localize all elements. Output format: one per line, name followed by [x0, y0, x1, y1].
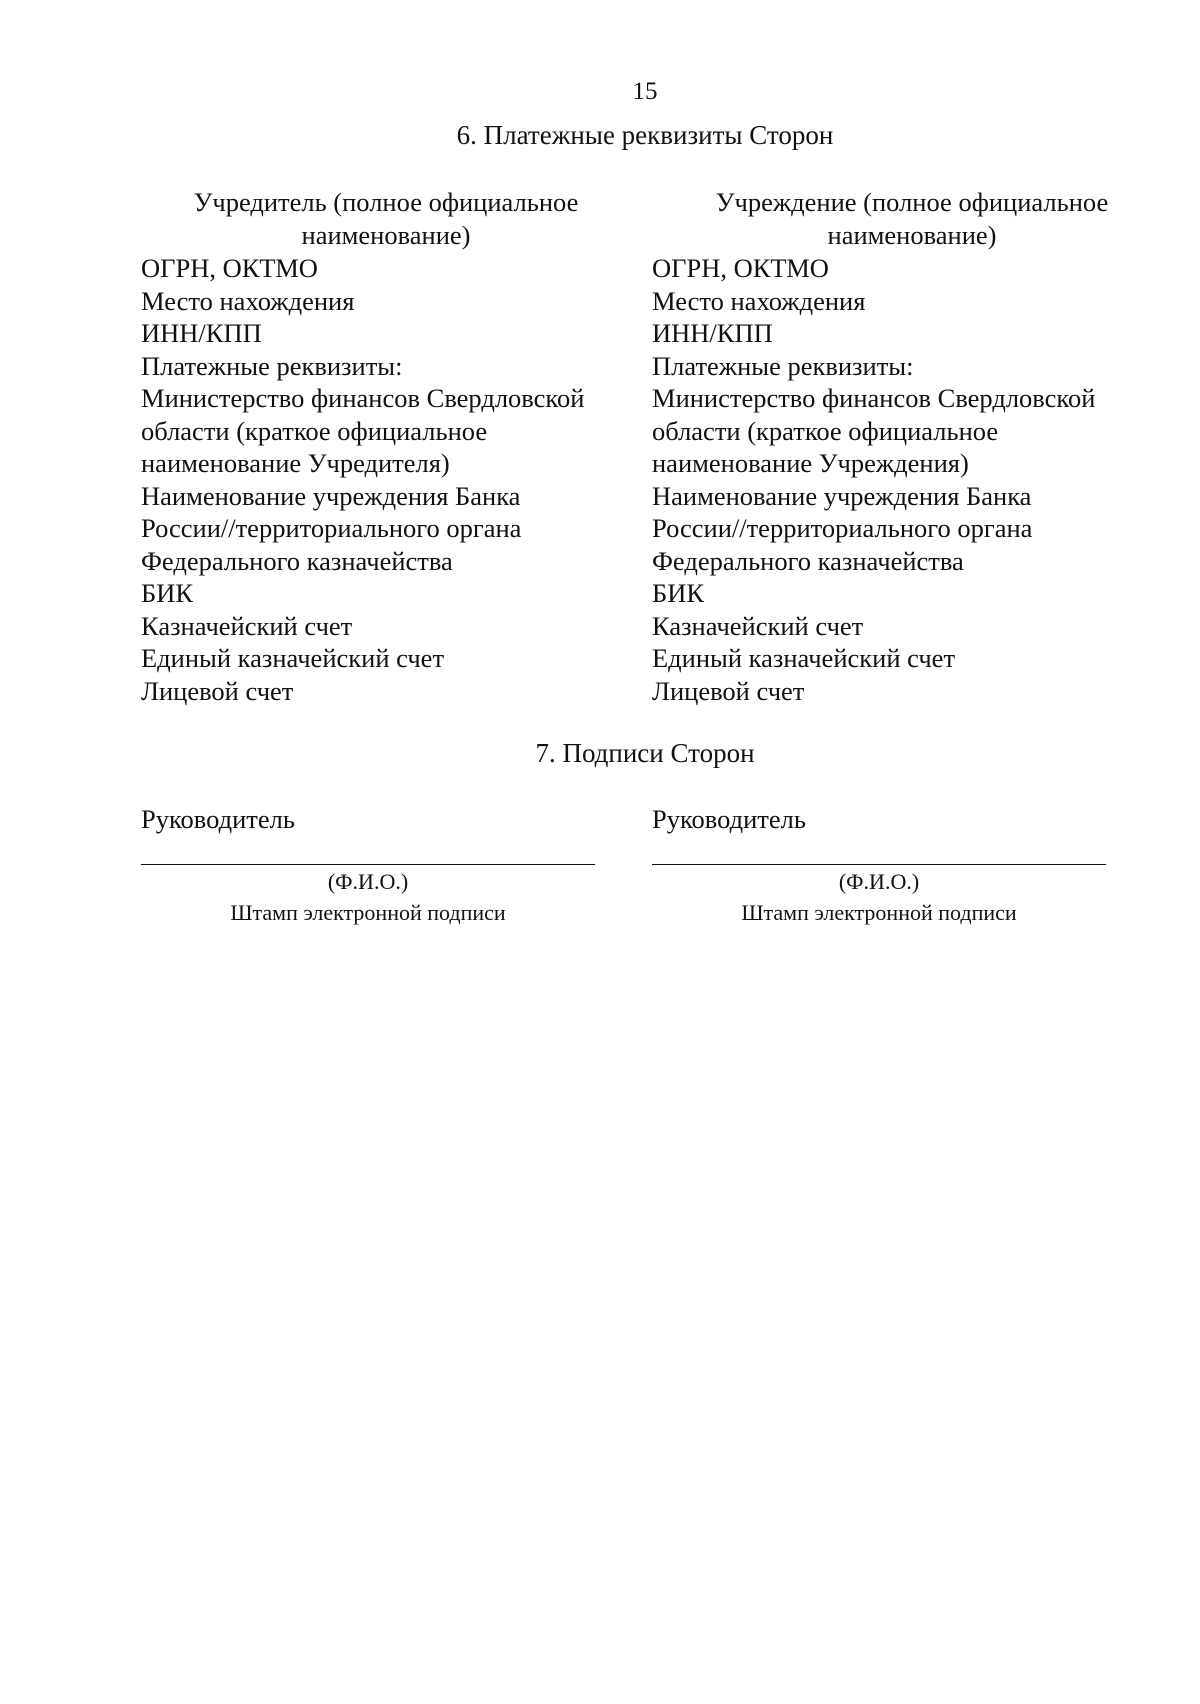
founder-stamp-label: Штамп электронной подписи — [230, 900, 506, 925]
founder-payment-label: Платежные реквизиты: — [141, 350, 403, 381]
institution-bank-line: Федерального казначейства — [652, 545, 964, 576]
founder-payee-line: области (краткое официальное — [141, 415, 488, 446]
institution-header — [652, 186, 1172, 251]
institution-signatory-role: Руководитель — [652, 804, 806, 834]
institution-personal-account: Лицевой счет — [652, 675, 805, 706]
founder-header — [141, 186, 631, 251]
section-6-title: 6. Платежные реквизиты Сторон — [456, 120, 834, 150]
founder-requisites — [141, 186, 631, 707]
institution-location: Место нахождения — [652, 285, 866, 316]
institution-ogrn-oktmo: ОГРН, ОКТМО — [652, 253, 829, 283]
founder-header-line: Учредитель (полное официальное — [193, 187, 579, 217]
founder-location: Место нахождения — [141, 285, 355, 316]
founder-personal-account: Лицевой счет — [141, 675, 294, 706]
founder-bik: БИК — [141, 578, 194, 608]
institution-fio-label: (Ф.И.О.) — [838, 869, 920, 894]
institution-unified-treasury-account: Единый казначейский счет — [652, 643, 956, 673]
institution-payee-line: наименование Учреждения) — [652, 448, 969, 478]
institution-header-line: Учреждение (полное официальное — [715, 187, 1109, 217]
institution-stamp-label: Штамп электронной подписи — [741, 900, 1017, 925]
founder-bank-line: Наименование учреждения Банка — [141, 480, 521, 511]
founder-payee-line: Министерство финансов Свердловской — [141, 383, 585, 413]
institution-treasury-account: Казначейский счет — [652, 610, 864, 641]
founder-ogrn-oktmo: ОГРН, ОКТМО — [141, 253, 318, 283]
institution-payee-line: области (краткое официальное — [652, 415, 999, 446]
founder-fio-label: (Ф.И.О.) — [327, 869, 409, 894]
founder-header-line: наименование) — [301, 219, 471, 250]
institution-bank-line: Наименование учреждения Банка — [652, 480, 1032, 511]
founder-signatory-role: Руководитель — [141, 804, 295, 834]
institution-bank-line: России//территориального органа — [652, 513, 1033, 543]
section-7-title: 7. Подписи Сторон — [535, 738, 755, 768]
founder-inn-kpp: ИНН/КПП — [141, 318, 262, 348]
institution-header-line: наименование) — [827, 219, 997, 250]
founder-signature-caption — [141, 866, 595, 928]
institution-bik: БИК — [652, 578, 705, 608]
founder-signature-line — [141, 864, 595, 865]
institution-requisites — [652, 186, 1172, 707]
founder-treasury-account: Казначейский счет — [141, 610, 353, 641]
institution-signature-caption — [652, 866, 1106, 928]
founder-unified-treasury-account: Единый казначейский счет — [141, 643, 445, 673]
institution-signature-line — [652, 864, 1106, 865]
institution-payment-label: Платежные реквизиты: — [652, 350, 914, 381]
institution-payee-line: Министерство финансов Свердловской — [652, 383, 1096, 413]
page-number: 15 — [632, 78, 658, 105]
founder-bank-line: России//территориального органа — [141, 513, 522, 543]
founder-bank-line: Федерального казначейства — [141, 545, 453, 576]
founder-payee-line: наименование Учредителя) — [141, 448, 450, 478]
institution-inn-kpp: ИНН/КПП — [652, 318, 773, 348]
